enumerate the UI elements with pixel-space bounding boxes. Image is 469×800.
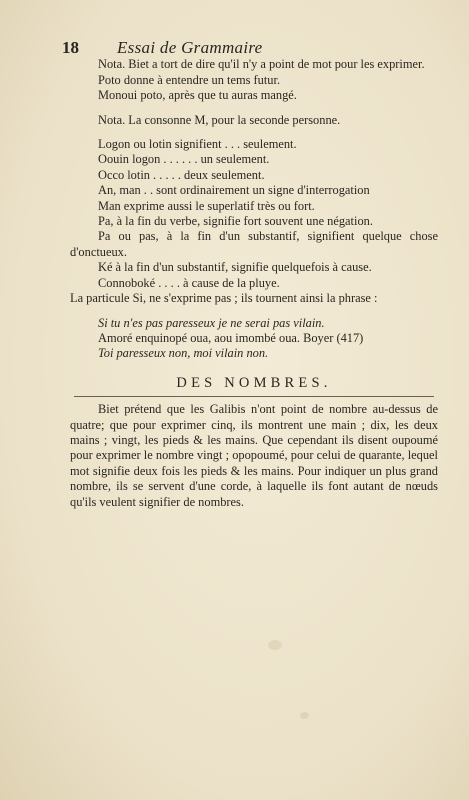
running-header: [62, 40, 438, 55]
line: Occo lotin . . . . . deux seulement.: [98, 167, 265, 182]
line: La particule Si, ne s'exprime pas ; ils tournent ainsi la phrase :: [70, 291, 378, 306]
page-text: [62, 38, 438, 510]
line: Toi paresseux non, moi vilain non.: [98, 346, 269, 361]
line: Oouin logon . . . . . . un seulement.: [98, 152, 270, 167]
line: An, man . . sont ordinairement un signe d'interrogation: [98, 183, 370, 198]
line: Si tu n'es pas paresseux je ne serai pas vilain.: [98, 315, 325, 330]
line: Amoré enquinopé oua, aou imombé oua. Boyer (417): [98, 330, 364, 345]
line: Nota. La consonne M, pour la seconde personne.: [98, 112, 341, 127]
line: Ké à la fin d'un substantif, signifie quelquefois à cause.: [98, 260, 372, 275]
paragraph: Biet prétend que les Galibis n'ont point de nombre au-dessus de quatre; que pour exprimer cinq, ils montrent une main ; dix, les deux mains ; vingt, les pieds & les mains. Que cependant ils disent oupoumé pour exprimer le nombre vingt ; opopoumé, pour celui de quarante, lequel mot signifie deux fois les pieds & les mains. Pour indiquer un plus grand nombre, ils se servent d'une corde, à laquelle ils font autant de nœuds qu'ils veulent signifier de nombres.: [70, 402, 438, 509]
line: Poto donne à entendre un tems futur.: [98, 72, 281, 87]
page-number: 18: [62, 38, 79, 57]
line: Pa, à la fin du verbe, signifie fort souvent une négation.: [98, 214, 373, 229]
line: Logon ou lotin signifient . . . seulement.: [98, 137, 297, 152]
stain: [268, 640, 282, 650]
running-title: Essai de Grammaire: [117, 38, 263, 57]
section-title: DES NOMBRES.: [176, 374, 332, 391]
line: Connoboké . . . . à cause de la pluye.: [98, 275, 280, 290]
stain: [300, 712, 309, 719]
line: Pa ou pas, à la fin d'un substantif, signifient quelque chose d'onctueux.: [70, 229, 438, 259]
line: Monoui poto, après que tu auras mangé.: [98, 88, 297, 103]
line: Nota. Biet a tort de dire qu'il n'y a point de mot pour les exprimer.: [98, 57, 425, 72]
line: Man exprime aussi le superlatif très ou fort.: [98, 198, 315, 213]
